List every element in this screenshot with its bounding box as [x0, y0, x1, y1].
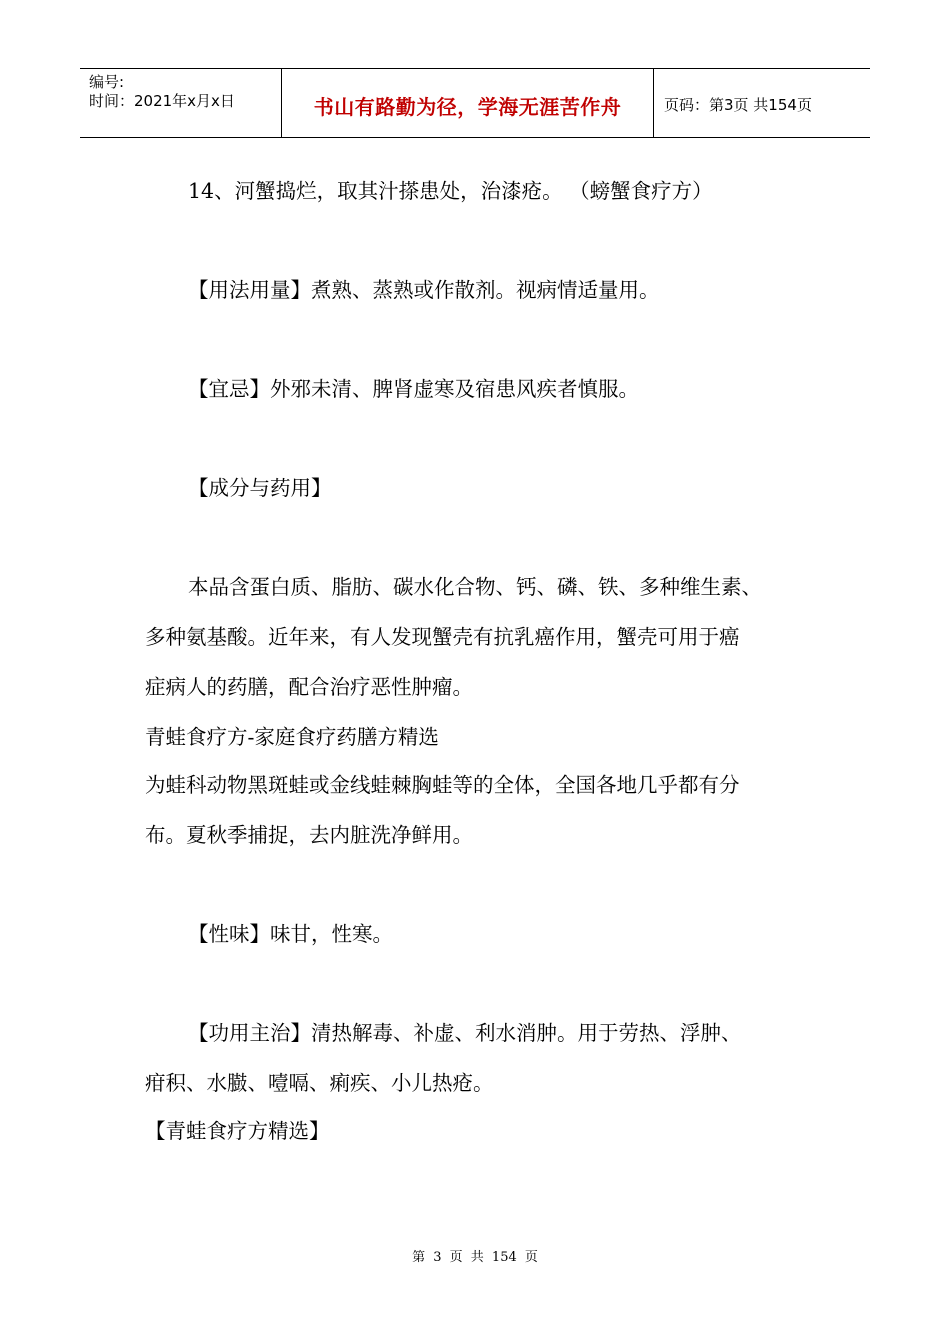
body-line-frog-recipes-heading: 【青蛙食疗方精选】 — [145, 1119, 330, 1143]
body-line-frog-desc-2: 布。夏秋季捕捉，去内脏洗净鲜用。 — [145, 823, 473, 847]
body-line-contraindications: 【宜忌】外邪未清、脾肾虚寒及宿患风疾者慎服。 — [188, 377, 639, 401]
header-page-info — [654, 69, 870, 137]
page-header — [80, 68, 870, 138]
footer-page-number: 第 3 页 共 154 页 — [412, 1250, 538, 1265]
body-line-composition-1: 本品含蛋白质、脂肪、碳水化合物、钙、磷、铁、多种维生素、 — [188, 575, 762, 599]
header-page-code: 页码：第3页 共154页 — [664, 95, 812, 114]
header-meta — [80, 69, 282, 137]
body-line-usage: 【用法用量】煮熟、蒸熟或作散剂。视病情适量用。 — [188, 278, 660, 302]
page-footer — [0, 1246, 950, 1265]
body-line-recipe-14: 14、河蟹捣烂，取其汁搽患处，治漆疮。 （螃蟹食疗方） — [188, 179, 713, 203]
body-line-frog-desc-1: 为蛙科动物黑斑蛙或金线蛙棘胸蛙等的全体，全国各地几乎都有分 — [145, 773, 740, 797]
body-line-composition-2: 多种氨基酸。近年来，有人发现蟹壳有抗乳癌作用，蟹壳可用于癌 — [145, 625, 740, 649]
body-line-frog-title: 青蛙食疗方-家庭食疗药膳方精选 — [145, 725, 439, 749]
body-line-composition-heading: 【成分与药用】 — [188, 476, 332, 500]
body-line-nature: 【性味】味甘，性寒。 — [188, 922, 393, 946]
header-motto-cell — [282, 69, 654, 137]
document-number-label: 编号: — [89, 73, 125, 91]
body-line-functions-1: 【功用主治】清热解毒、补虚、利水消肿。用于劳热、浮肿、 — [188, 1021, 742, 1045]
body-line-composition-3: 症病人的药膳，配合治疗恶性肿瘤。 — [145, 675, 473, 699]
body-line-functions-2: 疳积、水臌、噎嗝、痢疾、小儿热疮。 — [145, 1071, 494, 1095]
document-time-label: 时间：2021年x月x日 — [89, 92, 235, 110]
header-motto: 书山有路勤为径，学海无涯苦作舟 — [313, 94, 622, 119]
